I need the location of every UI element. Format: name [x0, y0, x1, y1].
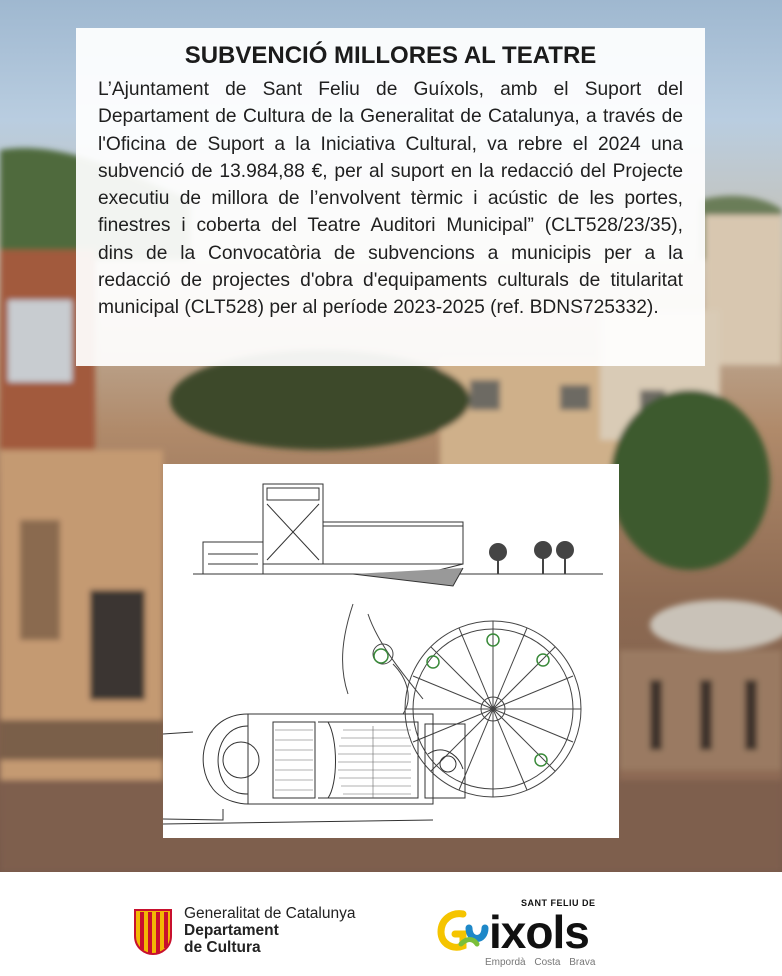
- architectural-plan-image: [163, 464, 619, 838]
- generalitat-logo: [132, 905, 355, 956]
- footer: [0, 872, 782, 976]
- sfg-top-text: SANT FELIU DE: [521, 898, 596, 908]
- sfg-tagline: Empordà Costa Brava: [485, 957, 596, 968]
- guixols-swirl-icon: [437, 908, 497, 954]
- info-panel: [76, 28, 705, 366]
- gencat-department: Departament: [184, 922, 279, 939]
- gencat-name: Generalitat de Catalunya: [184, 905, 356, 922]
- sfg-wordmark: ixols: [489, 906, 589, 958]
- panel-title: SUBVENCIÓ MILLORES AL TEATRE: [184, 42, 597, 69]
- gencat-culture: de Cultura: [184, 939, 261, 956]
- panel-body: L’Ajuntament de Sant Feliu de Guíxols, amb el Suport del Departament de Cultura de la Generalitat de Catalunya, a través de l'Oficina de Suport a la Iniciativa Cultural, va rebre el 2024 una subvenció de 13.984,88 €, per al suport en la redacció del Projecte executiu de millora de l’envolvent tèrmic i acústic de les portes, finestres i coberta del Teatre Auditori Municipal” (CLT528/23/35), dins de la Convocatòria de subvencions a municipis per a la redacció de projectes d'obra d'equipaments culturals de titularitat municipal (CLT528) per al període 2023-2025 (ref. BDNS725332).: [98, 79, 683, 319]
- sant-feliu-logo: [437, 898, 647, 970]
- senyera-emblem-icon: [132, 906, 174, 956]
- theatre-plan-drawing: [163, 464, 619, 838]
